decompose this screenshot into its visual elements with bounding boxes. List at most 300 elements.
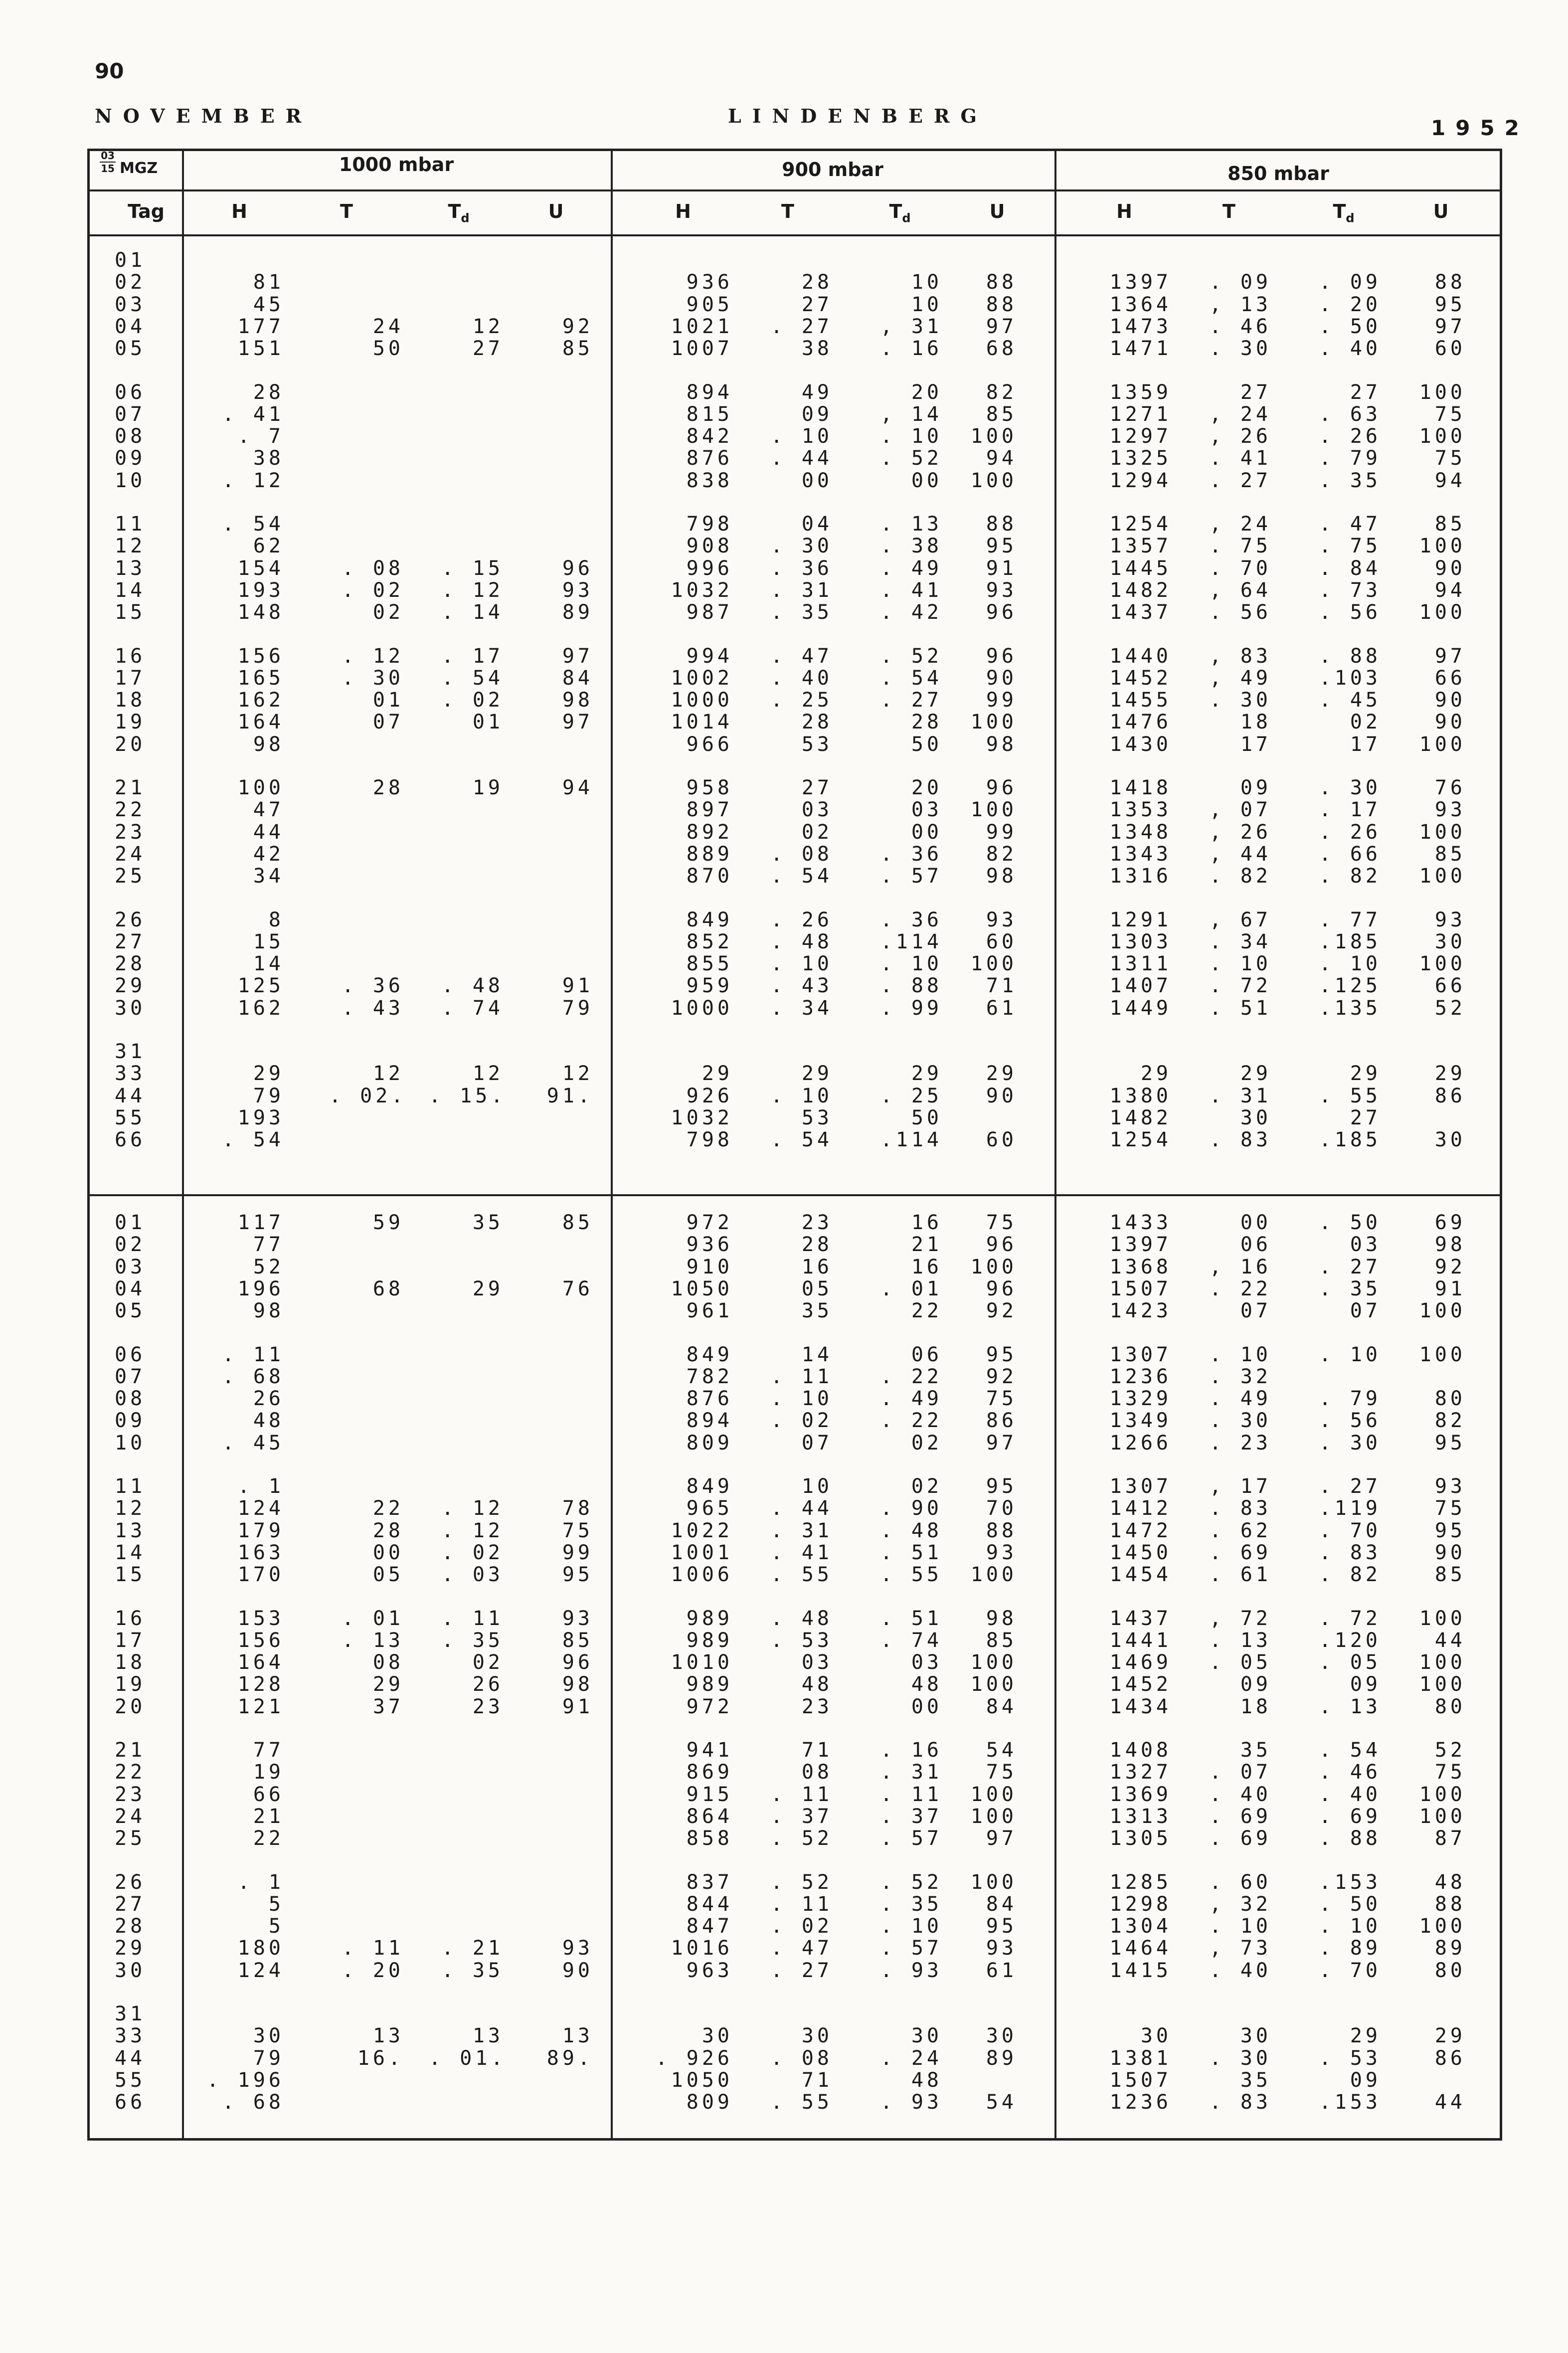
cell-tag: 07 xyxy=(115,1365,146,1388)
cell-h-850: 1437 xyxy=(1109,1607,1172,1630)
cell-h-850: 1285 xyxy=(1109,1870,1172,1894)
cell-h-1000: . 68 xyxy=(222,2091,284,2114)
cell-h-1000: 52 xyxy=(253,1255,284,1278)
cell-t-850: 27 xyxy=(1240,380,1271,404)
cell-tag: 08 xyxy=(115,425,146,448)
cell-t-850: 18 xyxy=(1240,1695,1271,1718)
cell-u-850: 80 xyxy=(1434,1695,1466,1718)
cell-h-850: 1294 xyxy=(1109,469,1172,492)
cell-u-900: 94 xyxy=(986,447,1017,470)
cell-h-1000: 42 xyxy=(253,842,284,866)
cell-td-900: . 49 xyxy=(880,1387,942,1411)
cell-td-850: . 82 xyxy=(1319,865,1381,888)
cell-h-850: 1359 xyxy=(1109,380,1172,404)
cell-u-1000: 91. xyxy=(546,1084,593,1107)
station-heading: LINDENBERG xyxy=(728,105,988,127)
cell-u-1000: 92 xyxy=(562,315,593,338)
cell-u-1000: 93 xyxy=(562,1937,593,1960)
cell-t-850: 35 xyxy=(1240,1739,1271,1762)
cell-u-1000: 90 xyxy=(562,1959,593,1982)
cell-td-900: 03 xyxy=(911,1651,942,1674)
cell-t-900: 35 xyxy=(801,1299,833,1323)
cell-td-850: . 10 xyxy=(1319,1915,1381,1938)
cell-td-1000: . 15. xyxy=(429,1084,507,1107)
cell-h-850: 1454 xyxy=(1109,1563,1172,1587)
cell-h-900: 936 xyxy=(686,1233,733,1257)
cell-u-850: 93 xyxy=(1434,1475,1466,1498)
cell-t-900: 28 xyxy=(801,711,833,734)
cell-td-900: . 35 xyxy=(880,1892,942,1916)
cell-h-1000: 148 xyxy=(237,601,284,624)
cell-u-1000: 91 xyxy=(562,1695,593,1718)
cell-h-1000: 193 xyxy=(237,1106,284,1129)
cell-tag: 13 xyxy=(115,1519,146,1542)
cell-u-850: 100 xyxy=(1419,535,1466,558)
cell-u-850: 88 xyxy=(1434,1892,1466,1916)
cell-t-850: . 41 xyxy=(1209,447,1271,470)
cell-h-900: 972 xyxy=(686,1211,733,1234)
cell-u-850: 100 xyxy=(1419,1607,1466,1630)
cell-h-900: 1006 xyxy=(671,1563,733,1587)
cell-h-1000: 164 xyxy=(237,1651,284,1674)
col-td-900 xyxy=(870,200,930,225)
cell-h-900: 1022 xyxy=(671,1519,733,1542)
cell-u-900: 75 xyxy=(986,1761,1017,1784)
cell-u-900: 88 xyxy=(986,293,1017,316)
cell-h-850: 1254 xyxy=(1109,513,1172,536)
cell-td-850: 17 xyxy=(1350,732,1381,756)
cell-td-900: 00 xyxy=(911,1695,942,1718)
cell-u-900: 96 xyxy=(986,1277,1017,1300)
cell-u-850: 30 xyxy=(1434,1128,1466,1152)
cell-h-900: 1050 xyxy=(671,2068,733,2092)
cell-tag: 55 xyxy=(115,2068,146,2092)
cell-u-900: 54 xyxy=(986,1739,1017,1762)
cell-t-1000: . 13 xyxy=(342,1629,404,1652)
cell-u-850: 93 xyxy=(1434,908,1466,931)
cell-u-900: 100 xyxy=(970,1673,1017,1696)
cell-u-900: 60 xyxy=(986,930,1017,953)
cell-tag: 16 xyxy=(115,644,146,668)
cell-h-850: 1236 xyxy=(1109,1365,1172,1388)
cell-td-900: 00 xyxy=(911,820,942,844)
cell-td-1000: . 12 xyxy=(441,1519,504,1542)
cell-u-900: 98 xyxy=(986,865,1017,888)
cell-td-1000: . 48 xyxy=(441,974,504,998)
cell-td-1000: 26 xyxy=(472,1673,504,1696)
cell-td-900: . 11 xyxy=(880,1783,942,1806)
cell-tag: 01 xyxy=(115,1211,146,1234)
cell-u-850: 29 xyxy=(1434,2024,1466,2048)
cell-h-900: 855 xyxy=(686,952,733,976)
cell-h-1000: 62 xyxy=(253,535,284,558)
cell-td-850: . 82 xyxy=(1319,1563,1381,1587)
cell-u-900: 89 xyxy=(986,2046,1017,2070)
cell-tag: 21 xyxy=(115,776,146,799)
cell-h-900: 926 xyxy=(686,1084,733,1107)
cell-td-900: . 99 xyxy=(880,996,942,1020)
cell-h-1000: 100 xyxy=(237,776,284,799)
cell-t-900: . 25 xyxy=(770,689,833,712)
cell-t-850: . 56 xyxy=(1209,601,1271,624)
cell-u-900: 99 xyxy=(986,820,1017,844)
cell-td-900: 03 xyxy=(911,798,942,822)
cell-t-900: 23 xyxy=(801,1695,833,1718)
cell-h-900: . 926 xyxy=(655,2046,733,2070)
cell-h-1000: 165 xyxy=(237,666,284,690)
month-heading: NOVEMBER xyxy=(95,105,313,127)
cell-h-1000: 66 xyxy=(253,1783,284,1806)
cell-t-850: 35 xyxy=(1240,2068,1271,2092)
cell-h-900: 966 xyxy=(686,732,733,756)
cell-t-850: . 10 xyxy=(1209,952,1271,976)
cell-t-900: 10 xyxy=(801,1475,833,1498)
cell-t-850: . 40 xyxy=(1209,1783,1271,1806)
col-td-sub: d xyxy=(461,211,470,225)
cell-h-900: 29 xyxy=(701,1062,733,1086)
cell-t-850: 09 xyxy=(1240,1673,1271,1696)
cell-u-850: 97 xyxy=(1434,315,1466,338)
cell-td-850: . 77 xyxy=(1319,908,1381,931)
cell-h-1000: 162 xyxy=(237,996,284,1020)
cell-td-850: . 35 xyxy=(1319,1277,1381,1300)
cell-td-850: . 40 xyxy=(1319,337,1381,361)
cell-h-1000: . 1 xyxy=(237,1475,284,1498)
cell-td-1000: . 35 xyxy=(441,1959,504,1982)
cell-t-1000: 28 xyxy=(372,1519,404,1542)
col-td-main: T xyxy=(448,200,461,222)
cell-h-1000: 5 xyxy=(268,1915,284,1938)
cell-u-900: 88 xyxy=(986,271,1017,294)
cell-h-850: 1368 xyxy=(1109,1255,1172,1278)
cell-u-850: 30 xyxy=(1434,930,1466,953)
cell-td-850: . 79 xyxy=(1319,1387,1381,1411)
cell-h-900: 892 xyxy=(686,820,733,844)
cell-u-900: 93 xyxy=(986,578,1017,602)
cell-h-850: 1418 xyxy=(1109,776,1172,799)
cell-h-850: 1327 xyxy=(1109,1761,1172,1784)
time-frac-bottom: 15 xyxy=(100,162,116,175)
cell-td-900: . 10 xyxy=(880,952,942,976)
cell-h-850: 1450 xyxy=(1109,1541,1172,1564)
cell-h-1000: 8 xyxy=(268,908,284,931)
cell-h-850: 1305 xyxy=(1109,1827,1172,1850)
cell-td-850: . 26 xyxy=(1319,425,1381,448)
cell-t-850: 09 xyxy=(1240,776,1271,799)
cell-h-850: 29 xyxy=(1140,1062,1172,1086)
cell-h-900: 1007 xyxy=(671,337,733,361)
cell-u-1000: 79 xyxy=(562,996,593,1020)
cell-t-1000: 24 xyxy=(372,315,404,338)
block-divider xyxy=(87,1194,1502,1196)
cell-td-850: . 50 xyxy=(1319,1211,1381,1234)
cell-u-850: 75 xyxy=(1434,1761,1466,1784)
cell-u-1000: 95 xyxy=(562,1563,593,1587)
cell-u-1000: 94 xyxy=(562,776,593,799)
cell-u-1000: 76 xyxy=(562,1277,593,1300)
cell-tag: 26 xyxy=(115,908,146,931)
cell-t-850: . 40 xyxy=(1209,1959,1271,1982)
cell-u-850: 90 xyxy=(1434,556,1466,580)
divider-900 xyxy=(1054,149,1056,2141)
cell-tag: 44 xyxy=(115,2046,146,2070)
cell-u-900: 95 xyxy=(986,1343,1017,1366)
cell-h-900: 30 xyxy=(701,2024,733,2048)
cell-t-900: . 02 xyxy=(770,1915,833,1938)
cell-u-900: 100 xyxy=(970,952,1017,976)
cell-u-900: 61 xyxy=(986,996,1017,1020)
cell-td-900: 21 xyxy=(911,1233,942,1257)
cell-td-850: 02 xyxy=(1350,711,1381,734)
cell-td-850: . 53 xyxy=(1319,2046,1381,2070)
cell-td-900: . 88 xyxy=(880,974,942,998)
cell-td-900: . 90 xyxy=(880,1497,942,1520)
cell-h-900: 989 xyxy=(686,1629,733,1652)
cell-t-850: 29 xyxy=(1240,1062,1271,1086)
cell-td-900: . 41 xyxy=(880,578,942,602)
cell-td-900: 16 xyxy=(911,1255,942,1278)
cell-u-900: 99 xyxy=(986,689,1017,712)
cell-h-900: 1032 xyxy=(671,578,733,602)
cell-h-850: 1316 xyxy=(1109,865,1172,888)
cell-td-850: . 69 xyxy=(1319,1805,1381,1828)
cell-td-900: 20 xyxy=(911,776,942,799)
level-header-line xyxy=(87,189,1502,191)
cell-h-1000: 156 xyxy=(237,1629,284,1652)
cell-h-850: 1449 xyxy=(1109,996,1172,1020)
cell-u-900: 96 xyxy=(986,776,1017,799)
cell-h-850: 1313 xyxy=(1109,1805,1172,1828)
cell-tag: 29 xyxy=(115,1937,146,1960)
cell-tag: 27 xyxy=(115,1892,146,1916)
cell-h-900: 897 xyxy=(686,798,733,822)
cell-td-1000: . 54 xyxy=(441,666,504,690)
cell-tag: 31 xyxy=(115,1040,146,1063)
cell-t-850: . 30 xyxy=(1209,337,1271,361)
cell-h-900: 858 xyxy=(686,1827,733,1850)
cell-h-850: 1482 xyxy=(1109,578,1172,602)
cell-t-850: 07 xyxy=(1240,1299,1271,1323)
cell-t-850: 00 xyxy=(1240,1211,1271,1234)
cell-h-1000: 151 xyxy=(237,337,284,361)
cell-t-850: . 61 xyxy=(1209,1563,1271,1587)
cell-t-900: 48 xyxy=(801,1673,833,1696)
cell-tag: 27 xyxy=(115,930,146,953)
cell-td-900: . 54 xyxy=(880,666,942,690)
cell-tag: 22 xyxy=(115,1761,146,1784)
cell-u-900: 100 xyxy=(970,469,1017,492)
cell-h-900: 864 xyxy=(686,1805,733,1828)
cell-td-1000: 23 xyxy=(472,1695,504,1718)
cell-h-850: 1297 xyxy=(1109,425,1172,448)
cell-h-900: 936 xyxy=(686,271,733,294)
cell-t-850: . 60 xyxy=(1209,1870,1271,1894)
cell-t-1000: 07 xyxy=(372,711,404,734)
cell-u-850: 75 xyxy=(1434,1497,1466,1520)
cell-td-850: . 56 xyxy=(1319,601,1381,624)
cell-h-900: 798 xyxy=(686,513,733,536)
cell-td-1000: 13 xyxy=(472,2024,504,2048)
cell-t-850: , 32 xyxy=(1209,1892,1271,1916)
cell-t-850: . 31 xyxy=(1209,1084,1271,1107)
cell-u-850: 86 xyxy=(1434,1084,1466,1107)
cell-t-900: . 44 xyxy=(770,447,833,470)
cell-td-1000: . 21 xyxy=(441,1937,504,1960)
cell-tag: 28 xyxy=(115,952,146,976)
cell-td-850: . 63 xyxy=(1319,402,1381,426)
cell-u-1000: 89 xyxy=(562,601,593,624)
col-t-900: T xyxy=(781,200,794,222)
cell-h-1000: . 12 xyxy=(222,469,284,492)
cell-td-850: . 40 xyxy=(1319,1783,1381,1806)
cell-td-850: . 54 xyxy=(1319,1739,1381,1762)
cell-u-900: 98 xyxy=(986,1607,1017,1630)
cell-u-850: 93 xyxy=(1434,798,1466,822)
cell-u-900: 100 xyxy=(970,1783,1017,1806)
cell-td-850: 27 xyxy=(1350,380,1381,404)
cell-tag: 05 xyxy=(115,1299,146,1323)
cell-tag: 06 xyxy=(115,380,146,404)
cell-tag: 19 xyxy=(115,1673,146,1696)
cell-td-900: , 31 xyxy=(880,315,942,338)
cell-tag: 18 xyxy=(115,689,146,712)
cell-td-900: . 52 xyxy=(880,447,942,470)
cell-td-900: 48 xyxy=(911,1673,942,1696)
cell-h-850: 1298 xyxy=(1109,1892,1172,1916)
cell-td-850: . 83 xyxy=(1319,1541,1381,1564)
cell-h-1000: 47 xyxy=(253,798,284,822)
cell-td-1000: . 12 xyxy=(441,1497,504,1520)
cell-u-1000: 85 xyxy=(562,1629,593,1652)
cell-td-850: . 75 xyxy=(1319,535,1381,558)
cell-t-900: 00 xyxy=(801,469,833,492)
cell-tag: 23 xyxy=(115,1783,146,1806)
col-u-900: U xyxy=(989,200,1005,222)
cell-td-900: 06 xyxy=(911,1343,942,1366)
cell-u-900: 60 xyxy=(986,1128,1017,1152)
cell-h-850: 1407 xyxy=(1109,974,1172,998)
cell-u-850: 97 xyxy=(1434,644,1466,668)
cell-td-850: . 10 xyxy=(1319,952,1381,976)
cell-h-1000: 128 xyxy=(237,1673,284,1696)
cell-t-900: . 10 xyxy=(770,425,833,448)
cell-u-900: 100 xyxy=(970,1563,1017,1587)
cell-u-850: 44 xyxy=(1434,2091,1466,2114)
cell-td-850: .153 xyxy=(1319,2091,1381,2114)
cell-t-900: . 54 xyxy=(770,1128,833,1152)
cell-td-1000: . 35 xyxy=(441,1629,504,1652)
cell-td-850: . 88 xyxy=(1319,1827,1381,1850)
cell-h-850: 1434 xyxy=(1109,1695,1172,1718)
cell-h-1000: 164 xyxy=(237,711,284,734)
cell-t-1000: 59 xyxy=(372,1211,404,1234)
cell-t-850: , 64 xyxy=(1209,578,1271,602)
cell-t-900: 04 xyxy=(801,513,833,536)
cell-t-900: . 52 xyxy=(770,1870,833,1894)
cell-h-850: 1349 xyxy=(1109,1409,1172,1433)
cell-h-1000: 163 xyxy=(237,1541,284,1564)
cell-t-850: . 69 xyxy=(1209,1827,1271,1850)
cell-h-1000: 121 xyxy=(237,1695,284,1718)
cell-h-1000: 124 xyxy=(237,1959,284,1982)
cell-td-850: . 50 xyxy=(1319,315,1381,338)
cell-t-900: 03 xyxy=(801,1651,833,1674)
cell-td-850: . 73 xyxy=(1319,578,1381,602)
cell-h-1000: 79 xyxy=(253,1084,284,1107)
cell-t-850: . 83 xyxy=(1209,2091,1271,2114)
cell-td-900: . 22 xyxy=(880,1409,942,1433)
cell-t-850: . 69 xyxy=(1209,1805,1271,1828)
cell-u-850: 100 xyxy=(1419,820,1466,844)
cell-u-900: 97 xyxy=(986,1827,1017,1850)
cell-u-850: 94 xyxy=(1434,469,1466,492)
cell-t-900: 53 xyxy=(801,1106,833,1129)
cell-h-850: 1455 xyxy=(1109,689,1172,712)
cell-td-900: 02 xyxy=(911,1475,942,1498)
cell-u-850: 92 xyxy=(1434,1255,1466,1278)
cell-td-850: 29 xyxy=(1350,2024,1381,2048)
cell-h-850: 1271 xyxy=(1109,402,1172,426)
cell-td-850: . 70 xyxy=(1319,1519,1381,1542)
cell-u-850: 95 xyxy=(1434,1431,1466,1454)
cell-u-850: 80 xyxy=(1434,1959,1466,1982)
cell-tag: 66 xyxy=(115,1128,146,1152)
cell-tag: 07 xyxy=(115,402,146,426)
cell-u-900: 90 xyxy=(986,1084,1017,1107)
cell-td-900: .114 xyxy=(880,1128,942,1152)
cell-h-900: 959 xyxy=(686,974,733,998)
cell-u-900: 96 xyxy=(986,1233,1017,1257)
cell-u-900: 97 xyxy=(986,315,1017,338)
cell-h-1000: 22 xyxy=(253,1827,284,1850)
cell-t-1000: 05 xyxy=(372,1563,404,1587)
cell-u-850: 100 xyxy=(1419,425,1466,448)
cell-h-900: 1014 xyxy=(671,711,733,734)
cell-u-900: 97 xyxy=(986,1431,1017,1454)
cell-h-1000: 98 xyxy=(253,732,284,756)
cell-t-850: , 24 xyxy=(1209,402,1271,426)
cell-h-850: 1364 xyxy=(1109,293,1172,316)
cell-t-900: . 02 xyxy=(770,1409,833,1433)
cell-h-850: 1440 xyxy=(1109,644,1172,668)
cell-td-850: . 88 xyxy=(1319,644,1381,668)
cell-t-850: . 46 xyxy=(1209,315,1271,338)
cell-u-850: 95 xyxy=(1434,1519,1466,1542)
cell-u-850: 66 xyxy=(1434,974,1466,998)
cell-h-900: 941 xyxy=(686,1739,733,1762)
cell-tag: 06 xyxy=(115,1343,146,1366)
cell-h-1000: 14 xyxy=(253,952,284,976)
cell-td-850: . 50 xyxy=(1319,1892,1381,1916)
cell-h-900: 782 xyxy=(686,1365,733,1388)
col-td-850 xyxy=(1314,200,1374,225)
cell-h-850: 1433 xyxy=(1109,1211,1172,1234)
cell-h-1000: 45 xyxy=(253,293,284,316)
cell-td-900: 22 xyxy=(911,1299,942,1323)
cell-h-850: 1307 xyxy=(1109,1475,1172,1498)
cell-u-900: 82 xyxy=(986,842,1017,866)
cell-h-1000: 98 xyxy=(253,1299,284,1323)
cell-td-900: . 57 xyxy=(880,1937,942,1960)
cell-u-850: 66 xyxy=(1434,666,1466,690)
col-td-sub: d xyxy=(1346,211,1355,225)
cell-u-900: 86 xyxy=(986,1409,1017,1433)
cell-h-850: 1369 xyxy=(1109,1783,1172,1806)
time-unit: MGZ xyxy=(120,160,158,177)
cell-tag: 04 xyxy=(115,1277,146,1300)
cell-h-900: 894 xyxy=(686,380,733,404)
cell-u-900: 85 xyxy=(986,402,1017,426)
